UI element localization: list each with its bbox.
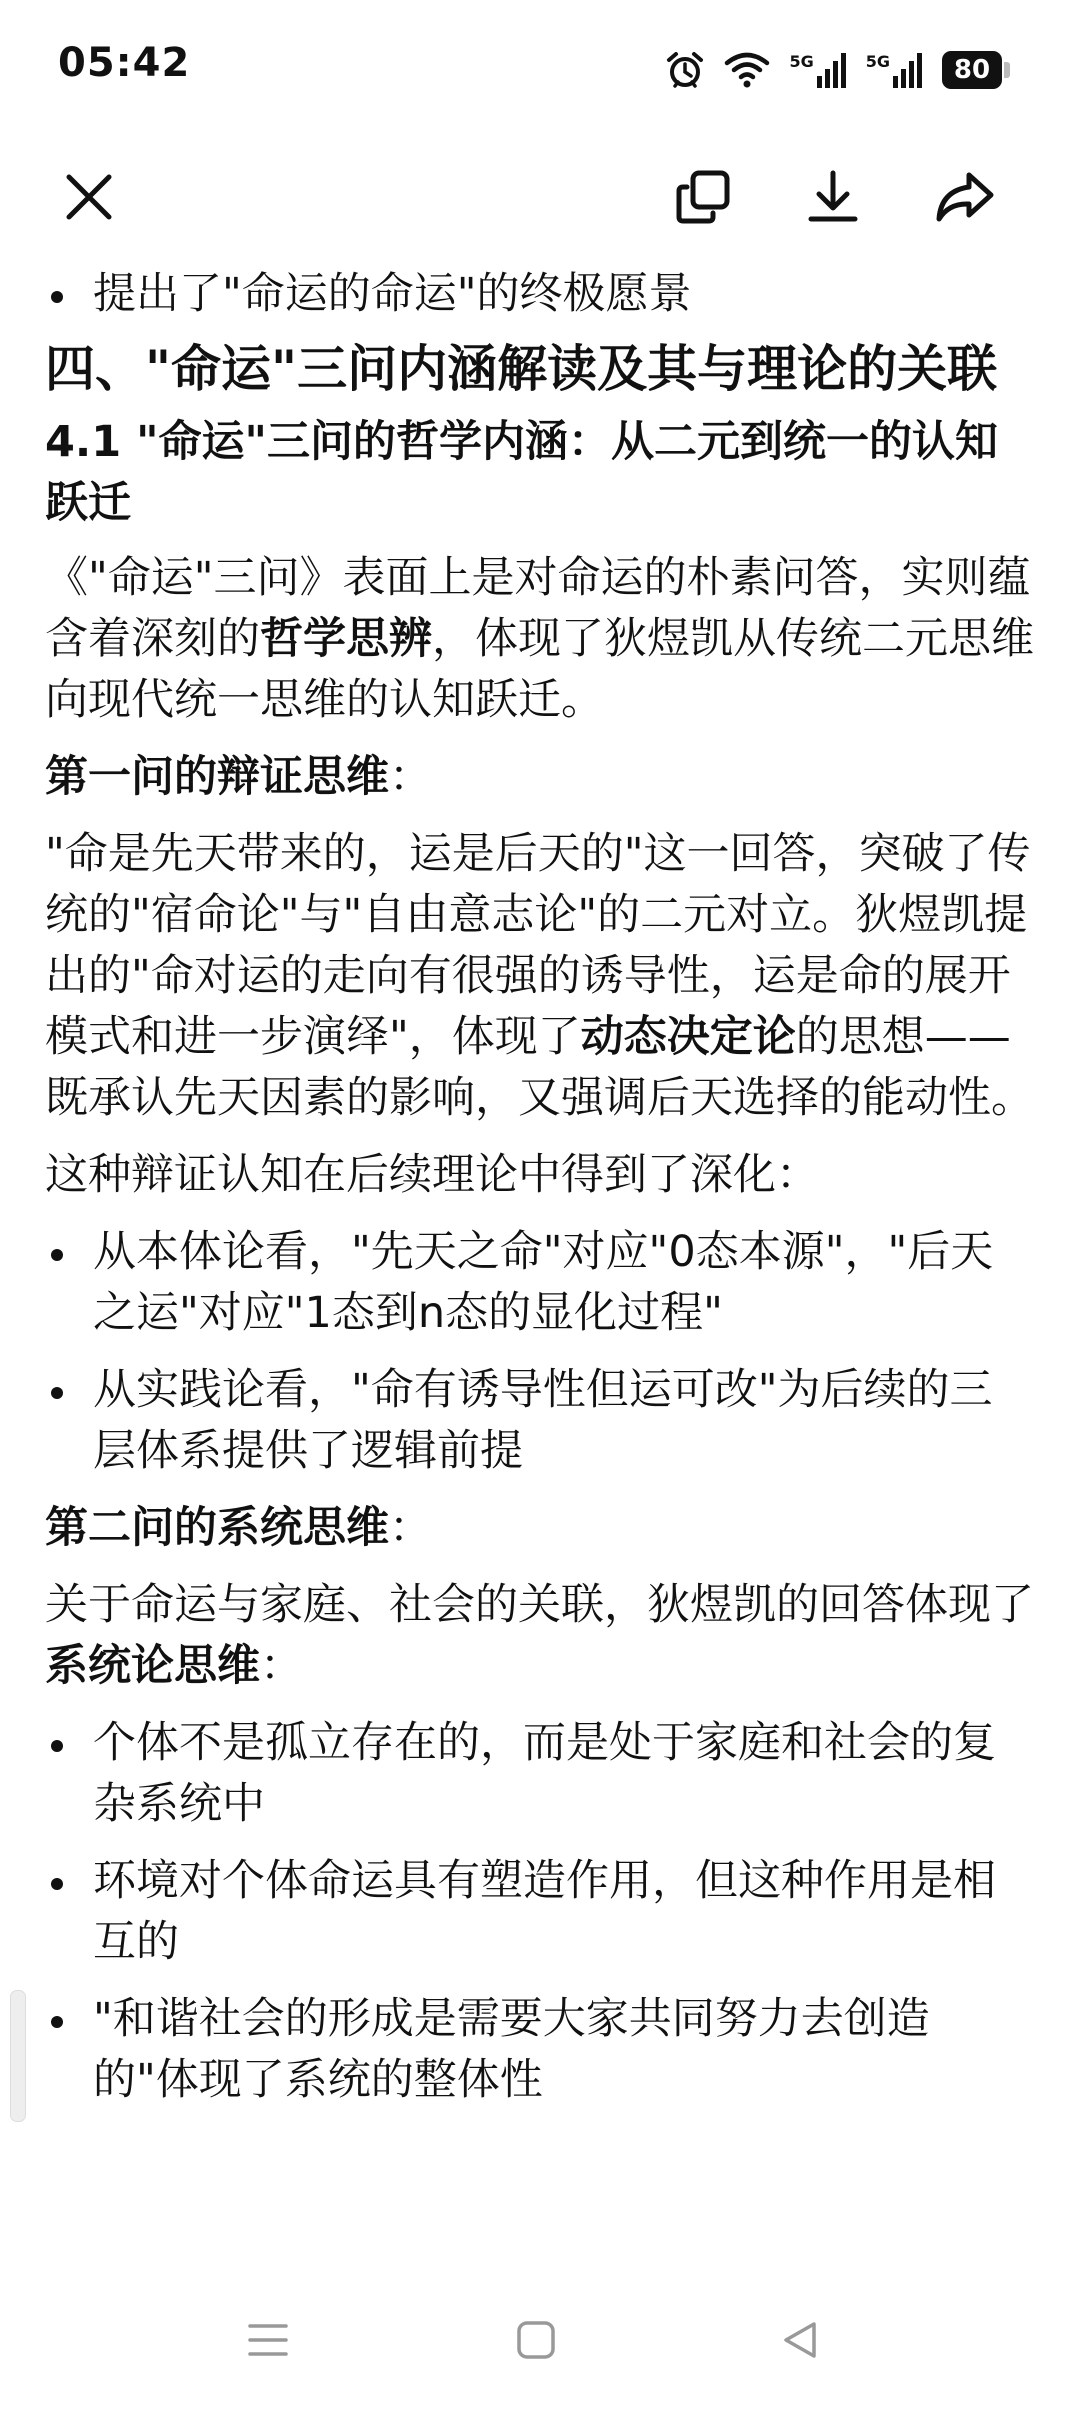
close-button[interactable] xyxy=(44,152,134,242)
alarm-icon xyxy=(665,50,705,90)
question-2-label xyxy=(45,1498,1035,1559)
wifi-icon xyxy=(723,51,771,89)
copy-button[interactable] xyxy=(658,152,748,242)
signal-icon-2 xyxy=(866,52,924,88)
list-item: "和谐社会的形成是需要大家共同努力去创造的"体现了系统的整体性 xyxy=(45,1989,1035,2111)
bold-term: 动态决定论 xyxy=(580,1012,796,1062)
text-run: "命是先天带来的，运是后天的"这一回答，突破了传统的"宿命论"与"自由意志论"的二元对立。狄煜凯提出的"命对运的走向有很强的诱导性，运是命的展开模式和进一步演绎"，体现了 xyxy=(45,829,1031,1062)
menu-button[interactable] xyxy=(228,2300,308,2380)
text-run: 的思想——既承认先天因素的影响，又强调后天选择的能动性。 xyxy=(45,1012,1034,1123)
download-icon xyxy=(803,167,863,227)
download-button[interactable] xyxy=(788,152,878,242)
document-content xyxy=(45,258,1035,2268)
text-run: 关于命运与家庭、社会的关联，狄煜凯的回答体现了 xyxy=(45,1580,1034,1630)
question-1-paragraph xyxy=(45,824,1035,1129)
bold-label: 第一问的辩证思维 xyxy=(45,752,389,802)
sub-heading: 4.1 "命运"三问的哲学内涵：从二元到统一的认知跃迁 xyxy=(45,417,998,528)
close-icon xyxy=(61,169,117,225)
scroll-handle[interactable] xyxy=(10,1990,26,2122)
top-toolbar xyxy=(0,140,1080,260)
share-button[interactable] xyxy=(920,152,1010,242)
status-bar xyxy=(0,0,1080,140)
deepen-paragraph: 这种辩证认知在后续理论中得到了深化： xyxy=(45,1150,819,1200)
share-icon xyxy=(933,167,997,227)
status-time: 05:42 xyxy=(58,40,191,86)
battery-level: 80 xyxy=(942,51,1002,89)
section-heading: 四、"命运"三问内涵解读及其与理论的关联 xyxy=(45,340,998,398)
copy-icon xyxy=(673,167,733,227)
question-2-paragraph xyxy=(45,1575,1035,1697)
text-run: ： xyxy=(389,1503,432,1553)
bold-term: 系统论思维 xyxy=(45,1641,260,1691)
status-icons xyxy=(665,48,1010,92)
home-icon xyxy=(516,2320,556,2360)
list-item: 从实践论看，"命有诱导性但运可改"为后续的三层体系提供了逻辑前提 xyxy=(45,1360,1035,1482)
intro-paragraph xyxy=(45,548,1035,731)
menu-icon xyxy=(246,2320,290,2360)
system-nav-bar xyxy=(0,2270,1080,2412)
network-type-label: 5G xyxy=(789,52,814,71)
text-run: 《"命运"三问》表面上是对命运的朴素问答，实则蕴含着深刻的 xyxy=(45,553,1031,664)
bold-term: 哲学思辨 xyxy=(260,614,432,664)
question-1-label xyxy=(45,747,1035,808)
text-run: ： xyxy=(389,752,432,802)
list-item: 个体不是孤立存在的，而是处于家庭和社会的复杂系统中 xyxy=(45,1713,1035,1835)
text-run: ，体现了狄煜凯从传统二元思维向现代统一思维的认知跃迁。 xyxy=(45,614,1034,725)
battery-cap xyxy=(1004,62,1010,78)
list-item: 环境对个体命运具有塑造作用，但这种作用是相互的 xyxy=(45,1851,1035,1973)
list-item: 提出了"命运的命运"的终极愿景 xyxy=(45,264,1035,325)
bold-label: 第二问的系统思维 xyxy=(45,1503,389,1553)
back-button[interactable] xyxy=(760,2300,840,2380)
text-run: ： xyxy=(260,1641,303,1691)
home-button[interactable] xyxy=(496,2300,576,2380)
battery-icon xyxy=(942,51,1010,89)
back-icon xyxy=(780,2320,820,2360)
signal-icon-1 xyxy=(789,52,847,88)
network-type-label: 5G xyxy=(865,52,890,71)
list-item: 从本体论看，"先天之命"对应"0态本源"，"后天之运"对应"1态到n态的显化过程" xyxy=(45,1222,1035,1344)
